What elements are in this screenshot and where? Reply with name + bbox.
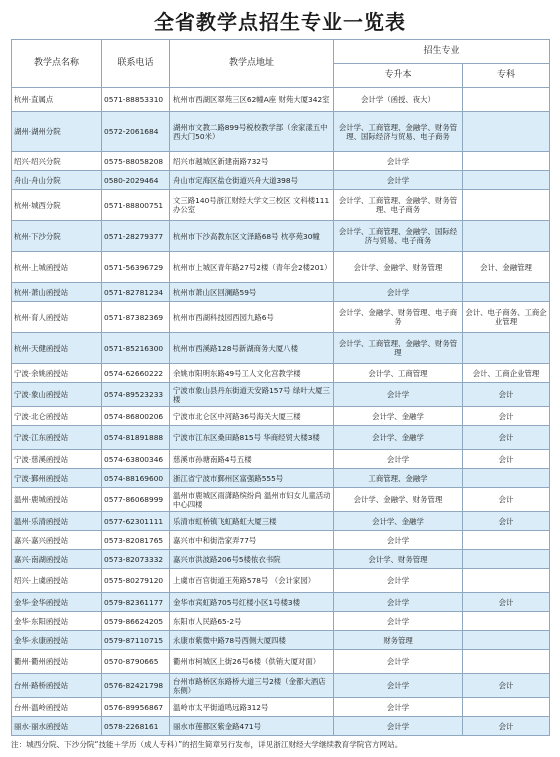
cell-upgrade-majors: 会计学 bbox=[334, 569, 463, 593]
cell-address: 嘉兴市中和街浩家弄77号 bbox=[170, 531, 334, 550]
cell-junior-majors bbox=[463, 88, 550, 112]
cell-address: 衢州市柯城区上街26号6楼（供销大厦对面） bbox=[170, 650, 334, 674]
cell-junior-majors bbox=[463, 550, 550, 569]
table-row bbox=[12, 469, 550, 488]
cell-junior-majors bbox=[463, 631, 550, 650]
table-row bbox=[12, 698, 550, 717]
cell-upgrade-majors: 会计学、金融学、财务管理 bbox=[334, 488, 463, 512]
cell-name: 温州·乐清函授站 bbox=[12, 512, 102, 531]
cell-phone: 0574-88169600 bbox=[102, 469, 170, 488]
cell-phone: 0577-62301111 bbox=[102, 512, 170, 531]
cell-name: 宁波·象山函授站 bbox=[12, 383, 102, 407]
cell-address: 文三路140号浙江财经大学文三校区 文科楼111办公室 bbox=[170, 190, 334, 221]
cell-upgrade-majors: 会计学、工商管理、金融学、国际经济与贸易、电子商务 bbox=[334, 221, 463, 252]
cell-upgrade-majors: 会计学 bbox=[334, 593, 463, 612]
cell-address: 浙江省宁波市鄞州区富强路555号 bbox=[170, 469, 334, 488]
cell-upgrade-majors: 会计学、金融学、财务管理 bbox=[334, 252, 463, 283]
table-row bbox=[12, 152, 550, 171]
cell-name: 金华·东阳函授站 bbox=[12, 612, 102, 631]
cell-junior-majors bbox=[463, 612, 550, 631]
cell-address: 余姚市阳明东路49号工人文化宫教学楼 bbox=[170, 364, 334, 383]
cell-upgrade-majors: 会计学、金融学 bbox=[334, 426, 463, 450]
table-row bbox=[12, 531, 550, 550]
table-row bbox=[12, 112, 550, 152]
cell-phone: 0579-82361177 bbox=[102, 593, 170, 612]
cell-phone: 0576-89956867 bbox=[102, 698, 170, 717]
cell-junior-majors: 会计 bbox=[463, 717, 550, 736]
cell-upgrade-majors: 会计学、工商管理、金融学、财务管理、国际经济与贸易、电子商务 bbox=[334, 112, 463, 152]
cell-upgrade-majors: 会计学、工商管理、金融学、财务管理 bbox=[334, 333, 463, 364]
cell-name: 丽水·丽水函授站 bbox=[12, 717, 102, 736]
cell-name: 绍兴·上虞函授站 bbox=[12, 569, 102, 593]
cell-phone: 0577-86068999 bbox=[102, 488, 170, 512]
cell-name: 台州·温岭函授站 bbox=[12, 698, 102, 717]
cell-junior-majors: 会计、工商企业管理 bbox=[463, 364, 550, 383]
cell-phone: 0573-82073332 bbox=[102, 550, 170, 569]
cell-junior-majors bbox=[463, 469, 550, 488]
cell-address: 慈溪市孙塘南路4号五楼 bbox=[170, 450, 334, 469]
cell-junior-majors: 会计 bbox=[463, 593, 550, 612]
cell-phone: 0571-88800751 bbox=[102, 190, 170, 221]
cell-phone: 0571-82781234 bbox=[102, 283, 170, 302]
cell-phone: 0578-2268161 bbox=[102, 717, 170, 736]
table-row bbox=[12, 674, 550, 698]
table-row bbox=[12, 426, 550, 450]
cell-upgrade-majors: 会计学 bbox=[334, 152, 463, 171]
cell-junior-majors: 会计、金融管理 bbox=[463, 252, 550, 283]
cell-phone: 0574-62660222 bbox=[102, 364, 170, 383]
cell-phone: 0571-85216300 bbox=[102, 333, 170, 364]
cell-junior-majors bbox=[463, 283, 550, 302]
cell-name: 宁波·鄞州函授站 bbox=[12, 469, 102, 488]
cell-phone: 0571-88853310 bbox=[102, 88, 170, 112]
cell-phone: 0573-82081765 bbox=[102, 531, 170, 550]
cell-address: 宁波市象山县丹东街道天安路157号 绿叶大厦三楼 bbox=[170, 383, 334, 407]
cell-junior-majors: 会计 bbox=[463, 407, 550, 426]
cell-phone: 0580-2029464 bbox=[102, 171, 170, 190]
cell-name: 台州·路桥函授站 bbox=[12, 674, 102, 698]
cell-junior-majors bbox=[463, 698, 550, 717]
table-row bbox=[12, 221, 550, 252]
cell-name: 杭州·上城函授站 bbox=[12, 252, 102, 283]
table-header bbox=[12, 40, 550, 88]
table-row bbox=[12, 407, 550, 426]
col-header-address: 教学点地址 bbox=[170, 40, 334, 88]
majors-table-wrapper bbox=[11, 39, 549, 736]
cell-address: 台州市路桥区东路桥大道三号2楼（金都大酒店东侧） bbox=[170, 674, 334, 698]
cell-name: 嘉兴·嘉兴函授站 bbox=[12, 531, 102, 550]
footnote: 注：城西分院、下沙分院“技能＋学历（成人专科）”的招生简章另行发布，详见浙江财经大学继续教育学院官方网站。 bbox=[11, 740, 403, 749]
table-row bbox=[12, 383, 550, 407]
cell-name: 温州·鹿城函授站 bbox=[12, 488, 102, 512]
col-header-phone: 联系电话 bbox=[102, 40, 170, 88]
cell-upgrade-majors: 会计学、工商管理 bbox=[334, 364, 463, 383]
table-row bbox=[12, 88, 550, 112]
cell-address: 温岭市太平街道鸣远路312号 bbox=[170, 698, 334, 717]
cell-junior-majors bbox=[463, 221, 550, 252]
cell-name: 金华·金华函授站 bbox=[12, 593, 102, 612]
cell-phone: 0574-89523233 bbox=[102, 383, 170, 407]
cell-junior-majors: 会计 bbox=[463, 488, 550, 512]
cell-upgrade-majors: 会计学、工商管理、金融学、财务管理、电子商务 bbox=[334, 190, 463, 221]
cell-junior-majors: 会计 bbox=[463, 674, 550, 698]
col-header-majors: 招生专业 bbox=[334, 40, 550, 64]
cell-address: 湖州市文教二路899号税校教学部（余家漾五中西大门50米） bbox=[170, 112, 334, 152]
cell-address: 温州市鹿城区雨潇路缤纷尚 温州市妇女儿童活动中心四楼 bbox=[170, 488, 334, 512]
cell-upgrade-majors: 会计学 bbox=[334, 171, 463, 190]
cell-name: 杭州·城西分院 bbox=[12, 190, 102, 221]
cell-phone: 0570-8790665 bbox=[102, 650, 170, 674]
cell-junior-majors bbox=[463, 190, 550, 221]
cell-upgrade-majors: 会计学、金融学 bbox=[334, 407, 463, 426]
cell-junior-majors: 会计 bbox=[463, 426, 550, 450]
table-row bbox=[12, 252, 550, 283]
cell-upgrade-majors: 会计学 bbox=[334, 612, 463, 631]
cell-upgrade-majors: 财务管理 bbox=[334, 631, 463, 650]
cell-upgrade-majors: 会计学 bbox=[334, 450, 463, 469]
cell-phone: 0571-28279377 bbox=[102, 221, 170, 252]
cell-junior-majors bbox=[463, 333, 550, 364]
cell-phone: 0571-56396729 bbox=[102, 252, 170, 283]
cell-name: 杭州·直属点 bbox=[12, 88, 102, 112]
cell-name: 杭州·天健函授站 bbox=[12, 333, 102, 364]
cell-upgrade-majors: 会计学 bbox=[334, 650, 463, 674]
cell-address: 宁波市江东区桑田路815号 华商经贸大楼3楼 bbox=[170, 426, 334, 450]
cell-name: 杭州·萧山函授站 bbox=[12, 283, 102, 302]
col-header-junior: 专科 bbox=[463, 64, 550, 88]
cell-upgrade-majors: 工商管理、金融学 bbox=[334, 469, 463, 488]
cell-phone: 0576-82421798 bbox=[102, 674, 170, 698]
cell-address: 嘉兴市洪波路206号5楼侬衣书院 bbox=[170, 550, 334, 569]
cell-upgrade-majors: 会计学、财务管理 bbox=[334, 550, 463, 569]
cell-upgrade-majors: 会计学 bbox=[334, 717, 463, 736]
cell-upgrade-majors: 会计学 bbox=[334, 698, 463, 717]
table-row bbox=[12, 631, 550, 650]
cell-junior-majors: 会计、电子商务、工商企业管理 bbox=[463, 302, 550, 333]
table-row bbox=[12, 650, 550, 674]
cell-address: 杭州市西湖科技园西园九路6号 bbox=[170, 302, 334, 333]
cell-name: 宁波·余姚函授站 bbox=[12, 364, 102, 383]
cell-upgrade-majors: 会计学、金融学、财务管理、电子商务 bbox=[334, 302, 463, 333]
cell-junior-majors bbox=[463, 171, 550, 190]
cell-name: 金华·永康函授站 bbox=[12, 631, 102, 650]
cell-address: 杭州市上城区青年路27号2楼（青年会2楼201） bbox=[170, 252, 334, 283]
cell-name: 宁波·江东函授站 bbox=[12, 426, 102, 450]
majors-table bbox=[11, 39, 550, 736]
cell-upgrade-majors: 会计学 bbox=[334, 531, 463, 550]
table-row bbox=[12, 717, 550, 736]
cell-upgrade-majors: 会计学 bbox=[334, 383, 463, 407]
page-title: 全省教学点招生专业一览表 bbox=[154, 10, 406, 34]
cell-name: 宁波·北仑函授站 bbox=[12, 407, 102, 426]
cell-upgrade-majors: 会计学、金融学 bbox=[334, 512, 463, 531]
table-row bbox=[12, 550, 550, 569]
cell-address: 永康市紫微中路78号西侧大厦四楼 bbox=[170, 631, 334, 650]
cell-name: 舟山·舟山分院 bbox=[12, 171, 102, 190]
cell-address: 杭州市西湖区翠苑三区62幢A座 财苑大厦342室 bbox=[170, 88, 334, 112]
table-row bbox=[12, 612, 550, 631]
cell-phone: 0574-81891888 bbox=[102, 426, 170, 450]
cell-upgrade-majors: 会计学 bbox=[334, 283, 463, 302]
cell-name: 绍兴·绍兴分院 bbox=[12, 152, 102, 171]
table-body bbox=[12, 88, 550, 736]
cell-junior-majors bbox=[463, 152, 550, 171]
table-row bbox=[12, 171, 550, 190]
table-row bbox=[12, 283, 550, 302]
table-row bbox=[12, 569, 550, 593]
table-row bbox=[12, 488, 550, 512]
table-row bbox=[12, 450, 550, 469]
col-header-upgrade: 专升本 bbox=[334, 64, 463, 88]
cell-upgrade-majors: 会计学（函授、夜大） bbox=[334, 88, 463, 112]
cell-upgrade-majors: 会计学 bbox=[334, 674, 463, 698]
cell-junior-majors bbox=[463, 569, 550, 593]
cell-phone: 0575-80279120 bbox=[102, 569, 170, 593]
cell-address: 绍兴市越城区新建南路732号 bbox=[170, 152, 334, 171]
table-row bbox=[12, 302, 550, 333]
table-row bbox=[12, 190, 550, 221]
table-row bbox=[12, 593, 550, 612]
cell-phone: 0579-86624205 bbox=[102, 612, 170, 631]
cell-address: 上虞市百官街道王苑路578号 （会计家园） bbox=[170, 569, 334, 593]
cell-junior-majors: 会计 bbox=[463, 450, 550, 469]
cell-address: 杭州市西溪路128号新湖商务大厦八楼 bbox=[170, 333, 334, 364]
cell-name: 衢州·衢州函授站 bbox=[12, 650, 102, 674]
cell-name: 杭州·下沙分院 bbox=[12, 221, 102, 252]
cell-phone: 0575-88058208 bbox=[102, 152, 170, 171]
cell-address: 东阳市人民路65-2号 bbox=[170, 612, 334, 631]
cell-phone: 0572-2061684 bbox=[102, 112, 170, 152]
cell-junior-majors: 会计 bbox=[463, 383, 550, 407]
cell-name: 杭州·育人函授站 bbox=[12, 302, 102, 333]
cell-name: 宁波·慈溪函授站 bbox=[12, 450, 102, 469]
cell-phone: 0574-86800206 bbox=[102, 407, 170, 426]
table-row bbox=[12, 364, 550, 383]
cell-address: 宁波市北仑区中河路36号海关大厦三楼 bbox=[170, 407, 334, 426]
cell-phone: 0579-87110715 bbox=[102, 631, 170, 650]
cell-junior-majors bbox=[463, 650, 550, 674]
cell-junior-majors: 会计 bbox=[463, 512, 550, 531]
table-row bbox=[12, 512, 550, 531]
col-header-name: 教学点名称 bbox=[12, 40, 102, 88]
cell-address: 乐清市虹桥镇飞虹路虹大厦三楼 bbox=[170, 512, 334, 531]
table-row bbox=[12, 333, 550, 364]
cell-phone: 0574-63800346 bbox=[102, 450, 170, 469]
cell-name: 湖州·湖州分院 bbox=[12, 112, 102, 152]
cell-address: 丽水市莲都区紫金路471号 bbox=[170, 717, 334, 736]
cell-address: 金华市宾虹路705号红楼小区1号楼3楼 bbox=[170, 593, 334, 612]
cell-junior-majors bbox=[463, 531, 550, 550]
cell-name: 嘉兴·南湖函授站 bbox=[12, 550, 102, 569]
cell-address: 杭州市萧山区回澜路59号 bbox=[170, 283, 334, 302]
cell-phone: 0571-87382369 bbox=[102, 302, 170, 333]
cell-junior-majors bbox=[463, 112, 550, 152]
cell-address: 舟山市定海区盐仓街道兴舟大道398号 bbox=[170, 171, 334, 190]
cell-address: 杭州市下沙高教东区文泽路68号 枕亭苑30幢 bbox=[170, 221, 334, 252]
